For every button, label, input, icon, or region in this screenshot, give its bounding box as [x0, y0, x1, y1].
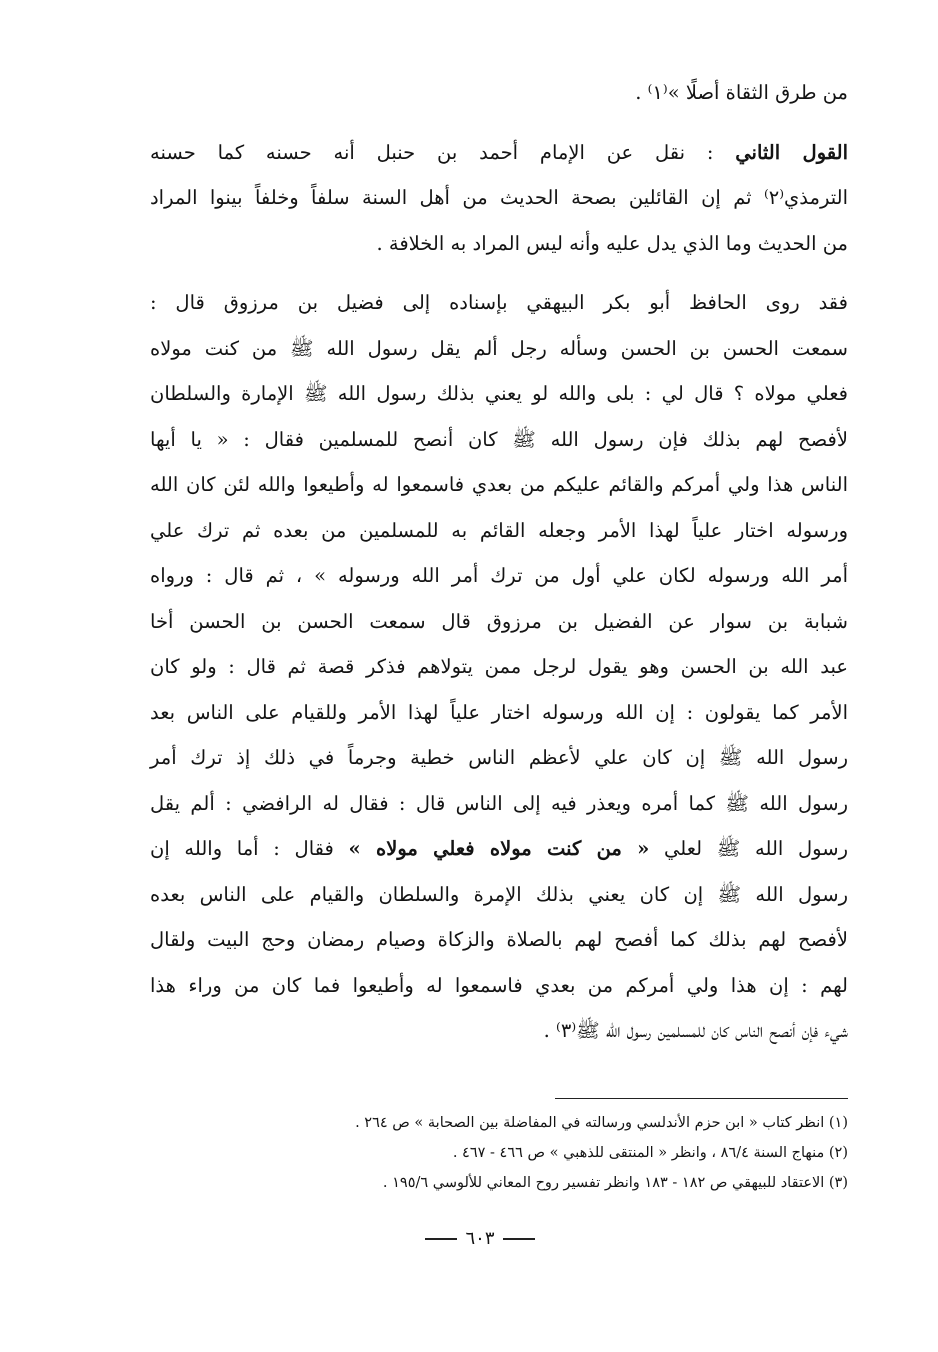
text-line: عبد الله بن الحسن وهو يقول لرجل ممن يتولاهم فذكر قصة ثم قال : ولو كان — [150, 655, 848, 678]
footnote-divider — [555, 1098, 848, 1099]
text-line — [150, 130, 848, 176]
paragraph-2 — [150, 130, 848, 267]
page-number-block — [380, 1228, 580, 1249]
paragraph-3 — [150, 280, 848, 1054]
quoted-hadith: « من كنت مولاه فعلي مولاه » — [348, 837, 650, 860]
text-line: من طرق الثقاة أصلًا »⁽١⁾ . — [635, 81, 848, 104]
text-line: سمعت الحسن بن الحسن وسأله رجل ألم يقل رسول الله ﷺ من كنت مولاه — [150, 336, 848, 360]
text-fragment: فقال : أما والله إن — [150, 837, 349, 860]
text-line: لأفصح لهم بذلك كما أفصح لهم بالصلاة والزكاة وصيام رمضان وحج البيت ولقال — [150, 928, 848, 951]
section-heading: القول الثاني — [735, 140, 848, 164]
text-line: أمر الله ورسوله لكان علي أول من ترك أمر الله ورسوله » ، ثم قال : ورواه — [150, 564, 848, 587]
dash-right — [425, 1238, 457, 1240]
text-line: رسول الله ﷺ إن كان علي لأعظم الناس خطية وجرماً في ذلك إذ ترك أمر — [150, 746, 848, 769]
footnote-3: (٣) الاعتقاد للبيهقي ص ١٨٢ - ١٨٣ وانظر تفسير روح المعاني للألوسي ١٩٥/٦ . — [382, 1175, 848, 1191]
text-line — [150, 826, 848, 872]
text-line: الترمذي⁽٢⁾ ثم إن القائلين بصحة الحديث من أهل السنة سلفاً وخلفاً بينوا المراد — [150, 186, 848, 209]
text-line: لأفصح لهم بذلك فإن رسول الله ﷺ كان أنصح للمسلمين فقال : « يا أيها — [150, 427, 848, 451]
footnotes — [150, 1108, 848, 1198]
dash-left — [503, 1238, 535, 1240]
text-line: لهم : إن هذا ولي أمركم من بعدي فاسمعوا له وأطيعوا فما كان من وراء هذا — [150, 973, 848, 997]
text-line: الناس هذا ولي أمركم والقائم عليكم من بعدي فاسمعوا له وأطيعوا والله لئن كان الله — [150, 473, 848, 496]
text-fragment: : نقل عن الإمام أحمد بن حنبل أنه حسنه كما حسنه — [150, 140, 736, 164]
footnote-1: (١) انظر كتاب « ابن حزم الأندلسي ورسالته في المفاضلة بين الصحابة » ص ٢٦٤ . — [355, 1115, 848, 1131]
text-line: ورسوله اختار علياً لهذا الأمر وجعله القائم به للمسلمين من بعده ثم ترك علي — [150, 518, 848, 542]
paragraph-1 — [150, 70, 848, 116]
text-line: رسول الله ﷺ كما أمره ويعذر فيه إلى الناس قال : فقال له الرافضي : ألم يقل — [150, 791, 848, 815]
main-text — [150, 70, 848, 1054]
text-line: شبابة بن سوار عن الفضيل بن مرزوق قال سمعت الحسن بن الحسن أخا — [150, 609, 848, 633]
text-line: الأمر كما يقولون : إن الله ورسوله اختار علياً لهذا الأمر وللقيام على الناس بعد — [150, 700, 848, 724]
text-fragment: رسول الله ﷺ لعلي — [649, 837, 848, 860]
footnote-2: (٢) منهاج السنة ٨٦/٤ ، وانظر « المنتقى للذهبي » ص ٤٦٦ - ٤٦٧ . — [452, 1145, 848, 1161]
text-line: من الحديث وما الذي يدل عليه وأنه ليس المراد به الخلافة . — [376, 231, 848, 255]
page-number: ٦٠٣ — [465, 1228, 495, 1249]
text-line: فقد روى الحافظ أبو بكر البيهقي بإسناده إلى فضيل بن مرزوق قال : — [150, 291, 848, 314]
text-line: فعلي مولاه ؟ قال لي : بلى والله لو يعني بذلك رسول الله ﷺ الإمارة والسلطان — [150, 382, 848, 405]
text-line: شيء فإن أنصح الناس كان للمسلمين رسول الله ﷺ⁽٣⁾ . — [543, 1019, 848, 1042]
text-line: رسول الله ﷺ إن كان يعني بذلك الإمرة والسلطان والقيام على الناس بعده — [150, 882, 848, 906]
